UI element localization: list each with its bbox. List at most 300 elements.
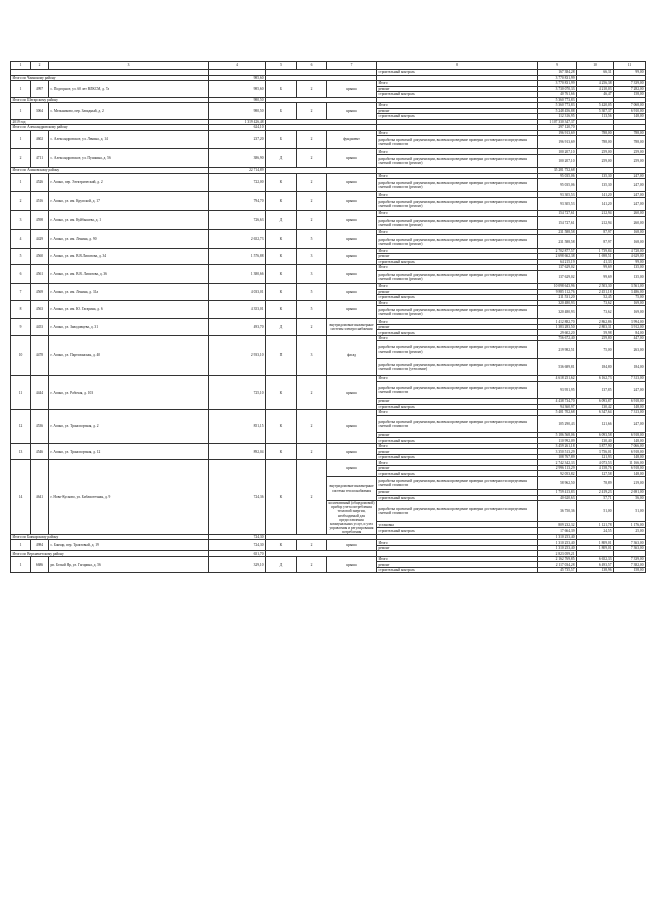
work-detail-cell: ремонт <box>377 465 538 471</box>
limit-cost-cell: 7 363,00 <box>614 540 646 546</box>
work-detail-cell: Итого <box>377 192 538 198</box>
work-detail-cell: ремонт <box>377 449 538 455</box>
area-cell: 1 576,88 <box>209 248 266 265</box>
amount-cell: 1 310 253,40 <box>538 534 577 540</box>
work-type-cell: крыша <box>327 192 377 211</box>
header-cell: 3 <box>49 62 209 70</box>
subtotal-label-cell: Итого по Верхнекетскому району <box>11 551 209 557</box>
amount-cell: 297 120,70 <box>538 125 577 131</box>
category-cell: К <box>266 410 297 444</box>
unit-cost-cell: 121,66 <box>577 415 614 432</box>
amount-cell: 219 982,51 <box>538 341 577 358</box>
work-detail-cell: строительный контроль <box>377 70 538 76</box>
amount-cell: 196 913,69 <box>538 136 577 149</box>
row-number-cell: 1 <box>11 103 31 120</box>
work-type-cell: крыша <box>327 265 377 284</box>
unit-cost-cell: 73,62 <box>577 306 614 319</box>
class-cell: 2 <box>297 192 327 211</box>
amount-cell: 2 742 342,33 <box>538 460 577 466</box>
object-id-cell: 4560 <box>31 248 49 265</box>
work-detail-cell: Итого <box>377 284 538 290</box>
address-cell: рп. Белый Яр, ул. Гагарина, д. 56 <box>49 556 209 573</box>
limit-cost-cell: 7 068,00 <box>614 103 646 109</box>
unit-cost-cell: 5 307,37 <box>577 108 614 114</box>
area-cell: 386,90 <box>209 149 266 168</box>
address-cell: г. Асино, ул. им. Ленина, д. 31а <box>49 284 209 301</box>
class-cell: 2 <box>297 173 327 192</box>
class-cell: 3 <box>297 265 327 284</box>
amount-cell: 95 035,06 <box>538 179 577 192</box>
amount-cell: 93 305,53 <box>538 197 577 210</box>
work-detail-cell: Итого <box>377 443 538 449</box>
work-detail-cell: строительный контроль <box>377 92 538 98</box>
unit-cost-cell: 6 347,64 <box>577 410 614 416</box>
unit-cost-cell: 57,71 <box>577 495 614 501</box>
work-detail-cell: Итого <box>377 265 538 271</box>
amount-cell: 1 310 253,40 <box>538 545 577 551</box>
limit-cost-cell: 6 918,00 <box>614 432 646 438</box>
amount-cell: 211 531,20 <box>538 295 577 301</box>
work-detail-cell: разработка проектной документации, включая проведение проверки достоверности определения сметной стоимости (ремонт) <box>377 306 538 319</box>
work-detail-cell: строительный контроль <box>377 259 538 265</box>
work-detail-cell: ремонт <box>377 324 538 330</box>
work-detail-cell: Итого <box>377 103 538 109</box>
area-cell: 493,70 <box>209 319 266 336</box>
work-type-cell: внутридомовые инженерные системы электроснабжения <box>327 319 377 336</box>
work-detail-cell: строительный контроль <box>377 495 538 501</box>
header-cell: 5 <box>266 62 297 70</box>
unit-cost-cell: 1 739,84 <box>577 248 614 254</box>
work-detail-cell: Итого <box>377 376 538 382</box>
work-type-cell: крыша <box>327 173 377 192</box>
amount-cell: 93 305,53 <box>538 192 577 198</box>
limit-cost-cell: 247,00 <box>614 179 646 192</box>
unit-cost-cell: 113,56 <box>577 114 614 120</box>
area-cell: 725,10 <box>209 376 266 410</box>
limit-cost-cell: 148,00 <box>614 404 646 410</box>
area-cell: 1 380,66 <box>209 265 266 284</box>
address-cell: г. Асино, ул. им. В.В. Липатова, д. 36 <box>49 265 209 284</box>
amount-cell: 10 098 643,96 <box>538 284 577 290</box>
class-cell: 3 <box>297 248 327 265</box>
limit-cost-cell: 788,00 <box>614 130 646 136</box>
amount-cell: 1 383 283,50 <box>538 324 577 330</box>
category-cell: Д <box>266 556 297 573</box>
limit-cost-cell: 260,00 <box>614 216 646 229</box>
amount-cell: 9 885 112,76 <box>538 289 577 295</box>
limit-cost-cell: 25,00 <box>614 528 646 535</box>
class-cell: 2 <box>297 319 327 336</box>
amount-cell: 110 992,09 <box>538 438 577 444</box>
unit-cost-cell: 259,00 <box>577 154 614 167</box>
limit-cost-cell: 3 912,00 <box>614 324 646 330</box>
header-cell: 6 <box>297 62 327 70</box>
limit-cost-cell: 259,00 <box>614 154 646 167</box>
unit-cost-cell: 4 158,76 <box>577 465 614 471</box>
amount-cell: 154 727,61 <box>538 216 577 229</box>
work-type-cell: крыша <box>327 211 377 230</box>
row-number-cell: 2 <box>11 192 31 211</box>
work-type-cell: коллективный (общедомовой) прибор учета потребления тепловой энергии, необходимый для предоставления коммунальных услуг, и узел управления и регулирования потребления <box>327 501 377 535</box>
category-cell: К <box>266 192 297 211</box>
limit-cost-cell: 148,00 <box>614 471 646 477</box>
subtotal-area-cell: 724,30 <box>209 534 266 540</box>
area-cell: 4 033,01 <box>209 284 266 301</box>
amount-cell: 92 053,82 <box>538 471 577 477</box>
unit-cost-cell: 2 803,31 <box>577 324 614 330</box>
area-cell: 237,20 <box>209 130 266 149</box>
amount-cell: 167 384,28 <box>538 70 577 76</box>
amount-cell: 1 412 882,70 <box>538 319 577 325</box>
unit-cost-cell: 259,00 <box>577 149 614 155</box>
work-detail-cell: Итого <box>377 149 538 155</box>
amount-cell: 100 207,10 <box>538 154 577 167</box>
subtotal-area-cell: 624,10 <box>209 125 266 131</box>
limit-cost-cell: 1 176,00 <box>614 521 646 528</box>
work-type-cell: внутридомовые инженерные системы теплоснабжения <box>327 476 377 500</box>
unit-cost-cell: 135,30 <box>577 179 614 192</box>
amount-cell: 5 248 456,88 <box>538 108 577 114</box>
work-type-cell: крыша <box>327 229 377 248</box>
limit-cost-cell: 260,00 <box>614 211 646 217</box>
limit-cost-cell: 263,00 <box>614 341 646 358</box>
limit-cost-cell: 4 728,00 <box>614 248 646 254</box>
work-type-cell: крыша <box>327 443 377 460</box>
row-number-cell: 1 <box>11 81 31 98</box>
address-cell: с. Мельниково, пер. Западный, д. 2 <box>49 103 209 120</box>
address-cell: г. Асино, ул. им. Ю. Гагарина, д. 6 <box>49 300 209 319</box>
limit-cost-cell: 259,00 <box>614 149 646 155</box>
address-cell: г. Асино, ул. им. В.В.Липатова, д. 34 <box>49 248 209 265</box>
subtotal-area-cell: 1 319 426,48 <box>209 119 266 125</box>
unit-cost-cell: 6 652,33 <box>577 556 614 562</box>
header-cell: 1 <box>11 62 31 70</box>
address-cell: г. Асино, ул. Партизанская, д. 40 <box>49 335 209 375</box>
limit-cost-cell: 7 313,00 <box>614 410 646 416</box>
unit-cost-cell: 99,69 <box>577 270 614 283</box>
repair-program-table <box>10 61 646 573</box>
row-number-cell: 14 <box>11 460 31 535</box>
object-id-cell: 4526 <box>31 173 49 192</box>
area-cell: 794,70 <box>209 192 266 211</box>
object-id-cell: 4569 <box>31 284 49 301</box>
class-cell: 2 <box>297 211 327 230</box>
unit-cost-cell: 130,40 <box>577 438 614 444</box>
amount-cell: 58 962,50 <box>538 476 577 489</box>
row-number-cell: 10 <box>11 335 31 375</box>
limit-cost-cell: 7 339,00 <box>614 81 646 87</box>
work-detail-cell: ремонт <box>377 490 538 496</box>
area-cell: 2 652,73 <box>209 229 266 248</box>
amount-cell: 112 316,95 <box>538 114 577 120</box>
limit-cost-cell: 99,00 <box>614 259 646 265</box>
row-number-cell: 6 <box>11 265 31 284</box>
limit-cost-cell: 11 166,00 <box>614 460 646 466</box>
object-id-cell: 4997 <box>31 81 49 98</box>
unit-cost-cell: 212,94 <box>577 216 614 229</box>
limit-cost-cell: 219,00 <box>614 476 646 489</box>
work-detail-cell: Итого <box>377 248 538 254</box>
work-detail-cell: Итого <box>377 460 538 466</box>
unit-cost-cell: 52,45 <box>577 295 614 301</box>
address-cell: с. Александровское, ул. Ленина, д. 14 <box>49 130 209 149</box>
work-detail-cell: Итого <box>377 173 538 179</box>
class-cell: 2 <box>297 443 327 460</box>
subtotal-label-cell: Итого по Бакчарскому району <box>11 534 209 540</box>
area-cell: 985,60 <box>209 81 266 98</box>
category-cell: Д <box>266 211 297 230</box>
limit-cost-cell: 788,00 <box>614 136 646 149</box>
limit-cost-cell: 3 486,00 <box>614 289 646 295</box>
amount-cell: 2 698 662,38 <box>538 254 577 260</box>
work-detail-cell: Итого <box>377 410 538 416</box>
category-cell: Б <box>266 130 297 149</box>
row-number-cell: 11 <box>11 376 31 410</box>
category-cell: Д <box>266 319 297 336</box>
limit-cost-cell: 247,00 <box>614 192 646 198</box>
limit-cost-cell: 168,00 <box>614 235 646 248</box>
limit-cost-cell: 7 363,00 <box>614 545 646 551</box>
amount-cell: 1 107 330 347,37 <box>538 119 577 125</box>
object-id-cell: 4478 <box>31 335 49 375</box>
limit-cost-cell: 51,00 <box>614 501 646 522</box>
category-cell: Б <box>266 103 297 120</box>
amount-cell: 3 730 070,33 <box>538 86 577 92</box>
row-number-cell: 7 <box>11 284 31 301</box>
limit-cost-cell: 2 691,00 <box>614 490 646 496</box>
work-detail-cell: строительный контроль <box>377 404 538 410</box>
row-number-cell: 1 <box>11 540 31 551</box>
unit-cost-cell: 127,58 <box>577 471 614 477</box>
area-cell: 892,04 <box>209 443 266 460</box>
address-cell: г. Асино, ул. Заводовцева, д. 31 <box>49 319 209 336</box>
object-id-cell: 6686 <box>31 556 49 573</box>
amount-cell: 2 996 113,29 <box>538 465 577 471</box>
unit-cost-cell: 6 093,87 <box>577 399 614 405</box>
unit-cost-cell: 259,80 <box>577 335 614 341</box>
work-type-cell: крыша <box>327 556 377 573</box>
work-detail-cell: Итого <box>377 556 538 562</box>
header-cell: 9 <box>538 62 577 70</box>
work-detail-cell: строительный контроль <box>377 454 538 460</box>
work-detail-cell: Итого <box>377 229 538 235</box>
limit-cost-cell: 447,00 <box>614 335 646 341</box>
category-cell: К <box>266 460 297 535</box>
limit-cost-cell: 7 382,00 <box>614 562 646 568</box>
amount-cell: 320 480,93 <box>538 300 577 306</box>
limit-cost-cell: 7 282,00 <box>614 86 646 92</box>
work-detail-cell: разработка проектной документации, включая проведение проверки достоверности определения сметной стоимости <box>377 136 538 149</box>
address-cell: г. Асино, ул. Рабочая, д. 103 <box>49 376 209 410</box>
subtotal-area-cell: 651,70 <box>209 551 266 557</box>
unit-cost-cell: 75,00 <box>577 341 614 358</box>
work-type-cell: крыша <box>327 81 377 98</box>
category-cell: К <box>266 376 297 410</box>
class-cell: 2 <box>297 103 327 120</box>
unit-cost-cell: 141,20 <box>577 197 614 210</box>
row-number-cell: 2 <box>11 149 31 168</box>
work-detail-cell: строительный контроль <box>377 295 538 301</box>
subtotal-area-cell: 22 714,89 <box>209 168 266 174</box>
object-id-cell: 4641 <box>31 460 49 535</box>
class-cell: 2 <box>297 376 327 410</box>
class-cell: 2 <box>297 556 327 573</box>
amount-cell: 3 770 831,99 <box>538 81 577 87</box>
limit-cost-cell: 158,00 <box>614 567 646 573</box>
area-cell: 851,15 <box>209 410 266 444</box>
unit-cost-cell: 1 809,01 <box>577 540 614 546</box>
amount-cell: 45 735,57 <box>538 567 577 573</box>
limit-cost-cell: 7 339,00 <box>614 556 646 562</box>
limit-cost-cell: 148,00 <box>614 454 646 460</box>
work-detail-cell: Итого <box>377 335 538 341</box>
limit-cost-cell: 6 918,00 <box>614 399 646 405</box>
work-detail-cell: строительный контроль <box>377 567 538 573</box>
amount-cell: 809 232,32 <box>538 521 577 528</box>
amount-cell: 5 360 773,83 <box>538 103 577 109</box>
area-cell: 329,10 <box>209 556 266 573</box>
amount-cell: 536 689,81 <box>538 358 577 375</box>
area-cell: 980,50 <box>209 103 266 120</box>
limit-cost-cell: 7 313,00 <box>614 376 646 382</box>
limit-cost-cell: 56,00 <box>614 495 646 501</box>
unit-cost-cell: 4 256,38 <box>577 81 614 87</box>
limit-cost-cell: 169,00 <box>614 306 646 319</box>
unit-cost-cell: 1 121,78 <box>577 521 614 528</box>
header-cell: 11 <box>614 62 646 70</box>
amount-cell: 3 459 261,18 <box>538 443 577 449</box>
unit-cost-cell: 121,93 <box>577 454 614 460</box>
work-type-cell: фасад <box>327 335 377 375</box>
amount-cell: 2 702 877,57 <box>538 248 577 254</box>
class-cell: 5 <box>297 229 327 248</box>
class-cell: 2 <box>297 460 327 535</box>
amount-cell: 3 350 513,29 <box>538 449 577 455</box>
address-cell: с. Бакчар, пер. Трактовый, д. 19 <box>49 540 209 551</box>
work-type-cell: крыша <box>327 149 377 168</box>
work-detail-cell: строительный контроль <box>377 114 538 120</box>
work-detail-cell: ремонт <box>377 254 538 260</box>
limit-cost-cell: 135,00 <box>614 265 646 271</box>
unit-cost-cell: 788,00 <box>577 136 614 149</box>
work-type-cell: крыша <box>327 103 377 120</box>
work-detail-cell: Итого <box>377 81 538 87</box>
work-detail-cell: установка <box>377 521 538 528</box>
object-id-cell: 3064 <box>31 103 49 120</box>
work-detail-cell: ремонт <box>377 432 538 438</box>
unit-cost-cell: 2 419,23 <box>577 490 614 496</box>
work-detail-cell: ремонт <box>377 86 538 92</box>
row-number-cell: 3 <box>11 211 31 230</box>
subtotal-area-cell: 985,60 <box>209 75 266 81</box>
class-cell: 2 <box>297 410 327 444</box>
unit-cost-cell: 46,47 <box>577 92 614 98</box>
header-cell: 10 <box>577 62 614 70</box>
work-detail-cell: разработка проектной документации, включая проведение проверки достоверности определения сметной стоимости <box>377 501 538 522</box>
row-number-cell: 4 <box>11 229 31 248</box>
category-cell: П <box>266 335 297 375</box>
amount-cell: 94 360,97 <box>538 404 577 410</box>
object-id-cell: 4711 <box>31 149 49 168</box>
address-cell: г. Асино, ул. им. Куйбышева, д. 1 <box>49 211 209 230</box>
work-type-cell: крыша <box>327 300 377 319</box>
amount-cell: 2 823 059,21 <box>538 551 577 557</box>
unit-cost-cell: 73,62 <box>577 300 614 306</box>
object-id-cell: 4984 <box>31 540 49 551</box>
amount-cell: 35 281 752,68 <box>538 168 577 174</box>
limit-cost-cell: 84,00 <box>614 330 646 336</box>
amount-cell: 4 618 251,62 <box>538 376 577 382</box>
amount-cell: 154 727,61 <box>538 211 577 217</box>
object-id-cell: 4602 <box>31 130 49 149</box>
unit-cost-cell: 3 756,01 <box>577 449 614 455</box>
amount-cell: 320 480,93 <box>538 306 577 319</box>
limit-cost-cell: 75,00 <box>614 295 646 301</box>
category-cell: Б <box>266 81 297 98</box>
header-cell: 7 <box>327 62 377 70</box>
amount-cell: 1 310 253,40 <box>538 540 577 546</box>
category-cell: К <box>266 173 297 192</box>
amount-cell: 756 672,40 <box>538 335 577 341</box>
object-id-cell: 4598 <box>31 211 49 230</box>
row-number-cell: 13 <box>11 443 31 460</box>
subtotal-label-cell: Итого по Александровскому району <box>11 125 209 131</box>
amount-cell: 5 401 702,68 <box>538 410 577 416</box>
subtotal-label-cell: Итого по Чаинскому району <box>11 75 209 81</box>
limit-cost-cell: 158,00 <box>614 92 646 98</box>
unit-cost-cell: 2 503,30 <box>577 284 614 290</box>
unit-cost-cell: 6 162,73 <box>577 376 614 382</box>
amount-cell: 17 664,39 <box>538 528 577 535</box>
amount-cell: 2 162 769,85 <box>538 556 577 562</box>
row-number-cell: 1 <box>11 556 31 573</box>
amount-cell: 95 035,06 <box>538 173 577 179</box>
work-detail-cell: разработка проектной документации, включая проведение проверки достоверности определения сметной стоимости (ремонт) <box>377 154 538 167</box>
limit-cost-cell: 135,00 <box>614 270 646 283</box>
limit-cost-cell: 6 910,00 <box>614 108 646 114</box>
unit-cost-cell: 99,69 <box>577 265 614 271</box>
limit-cost-cell: 148,00 <box>614 438 646 444</box>
class-cell: 5 <box>297 300 327 319</box>
address-cell: с. Александровское, ул. Пушкина, д. 56 <box>49 149 209 168</box>
limit-cost-cell: 3 994,00 <box>614 319 646 325</box>
object-id-cell: 4444 <box>31 376 49 410</box>
work-type-cell: крыша <box>327 248 377 265</box>
work-detail-cell: разработка проектной документации, включая проведение проверки достоверности определения сметной стоимости <box>377 381 538 398</box>
address-cell: г. Ново-Кусково, ул. Библиотечная, д. 9 <box>49 460 209 535</box>
category-cell: Д <box>266 149 297 168</box>
row-number-cell: 5 <box>11 248 31 265</box>
class-cell: 2 <box>297 81 327 98</box>
area-cell: 724,30 <box>209 540 266 551</box>
area-cell: 2 933,10 <box>209 335 266 375</box>
object-id-cell: 4563 <box>31 300 49 319</box>
amount-cell: 64 215,19 <box>538 259 577 265</box>
subtotal-label-cell: Итого по Шегарскому району <box>11 97 209 103</box>
category-cell: К <box>266 443 297 460</box>
amount-cell: 40 761,66 <box>538 92 577 98</box>
unit-cost-cell: 4 073,53 <box>577 460 614 466</box>
class-cell: 5 <box>297 284 327 301</box>
area-cell: 724,36 <box>209 460 266 535</box>
work-detail-cell: Итого <box>377 130 538 136</box>
amount-cell: 29 602,20 <box>538 330 577 336</box>
work-detail-cell: Итого <box>377 319 538 325</box>
unit-cost-cell: 184,80 <box>577 358 614 375</box>
work-detail-cell: Итого <box>377 300 538 306</box>
work-detail-cell: разработка проектной документации, включая проведение проверки достоверности определения сметной стоимости (утепление) <box>377 358 538 375</box>
unit-cost-cell: 24,55 <box>577 528 614 535</box>
